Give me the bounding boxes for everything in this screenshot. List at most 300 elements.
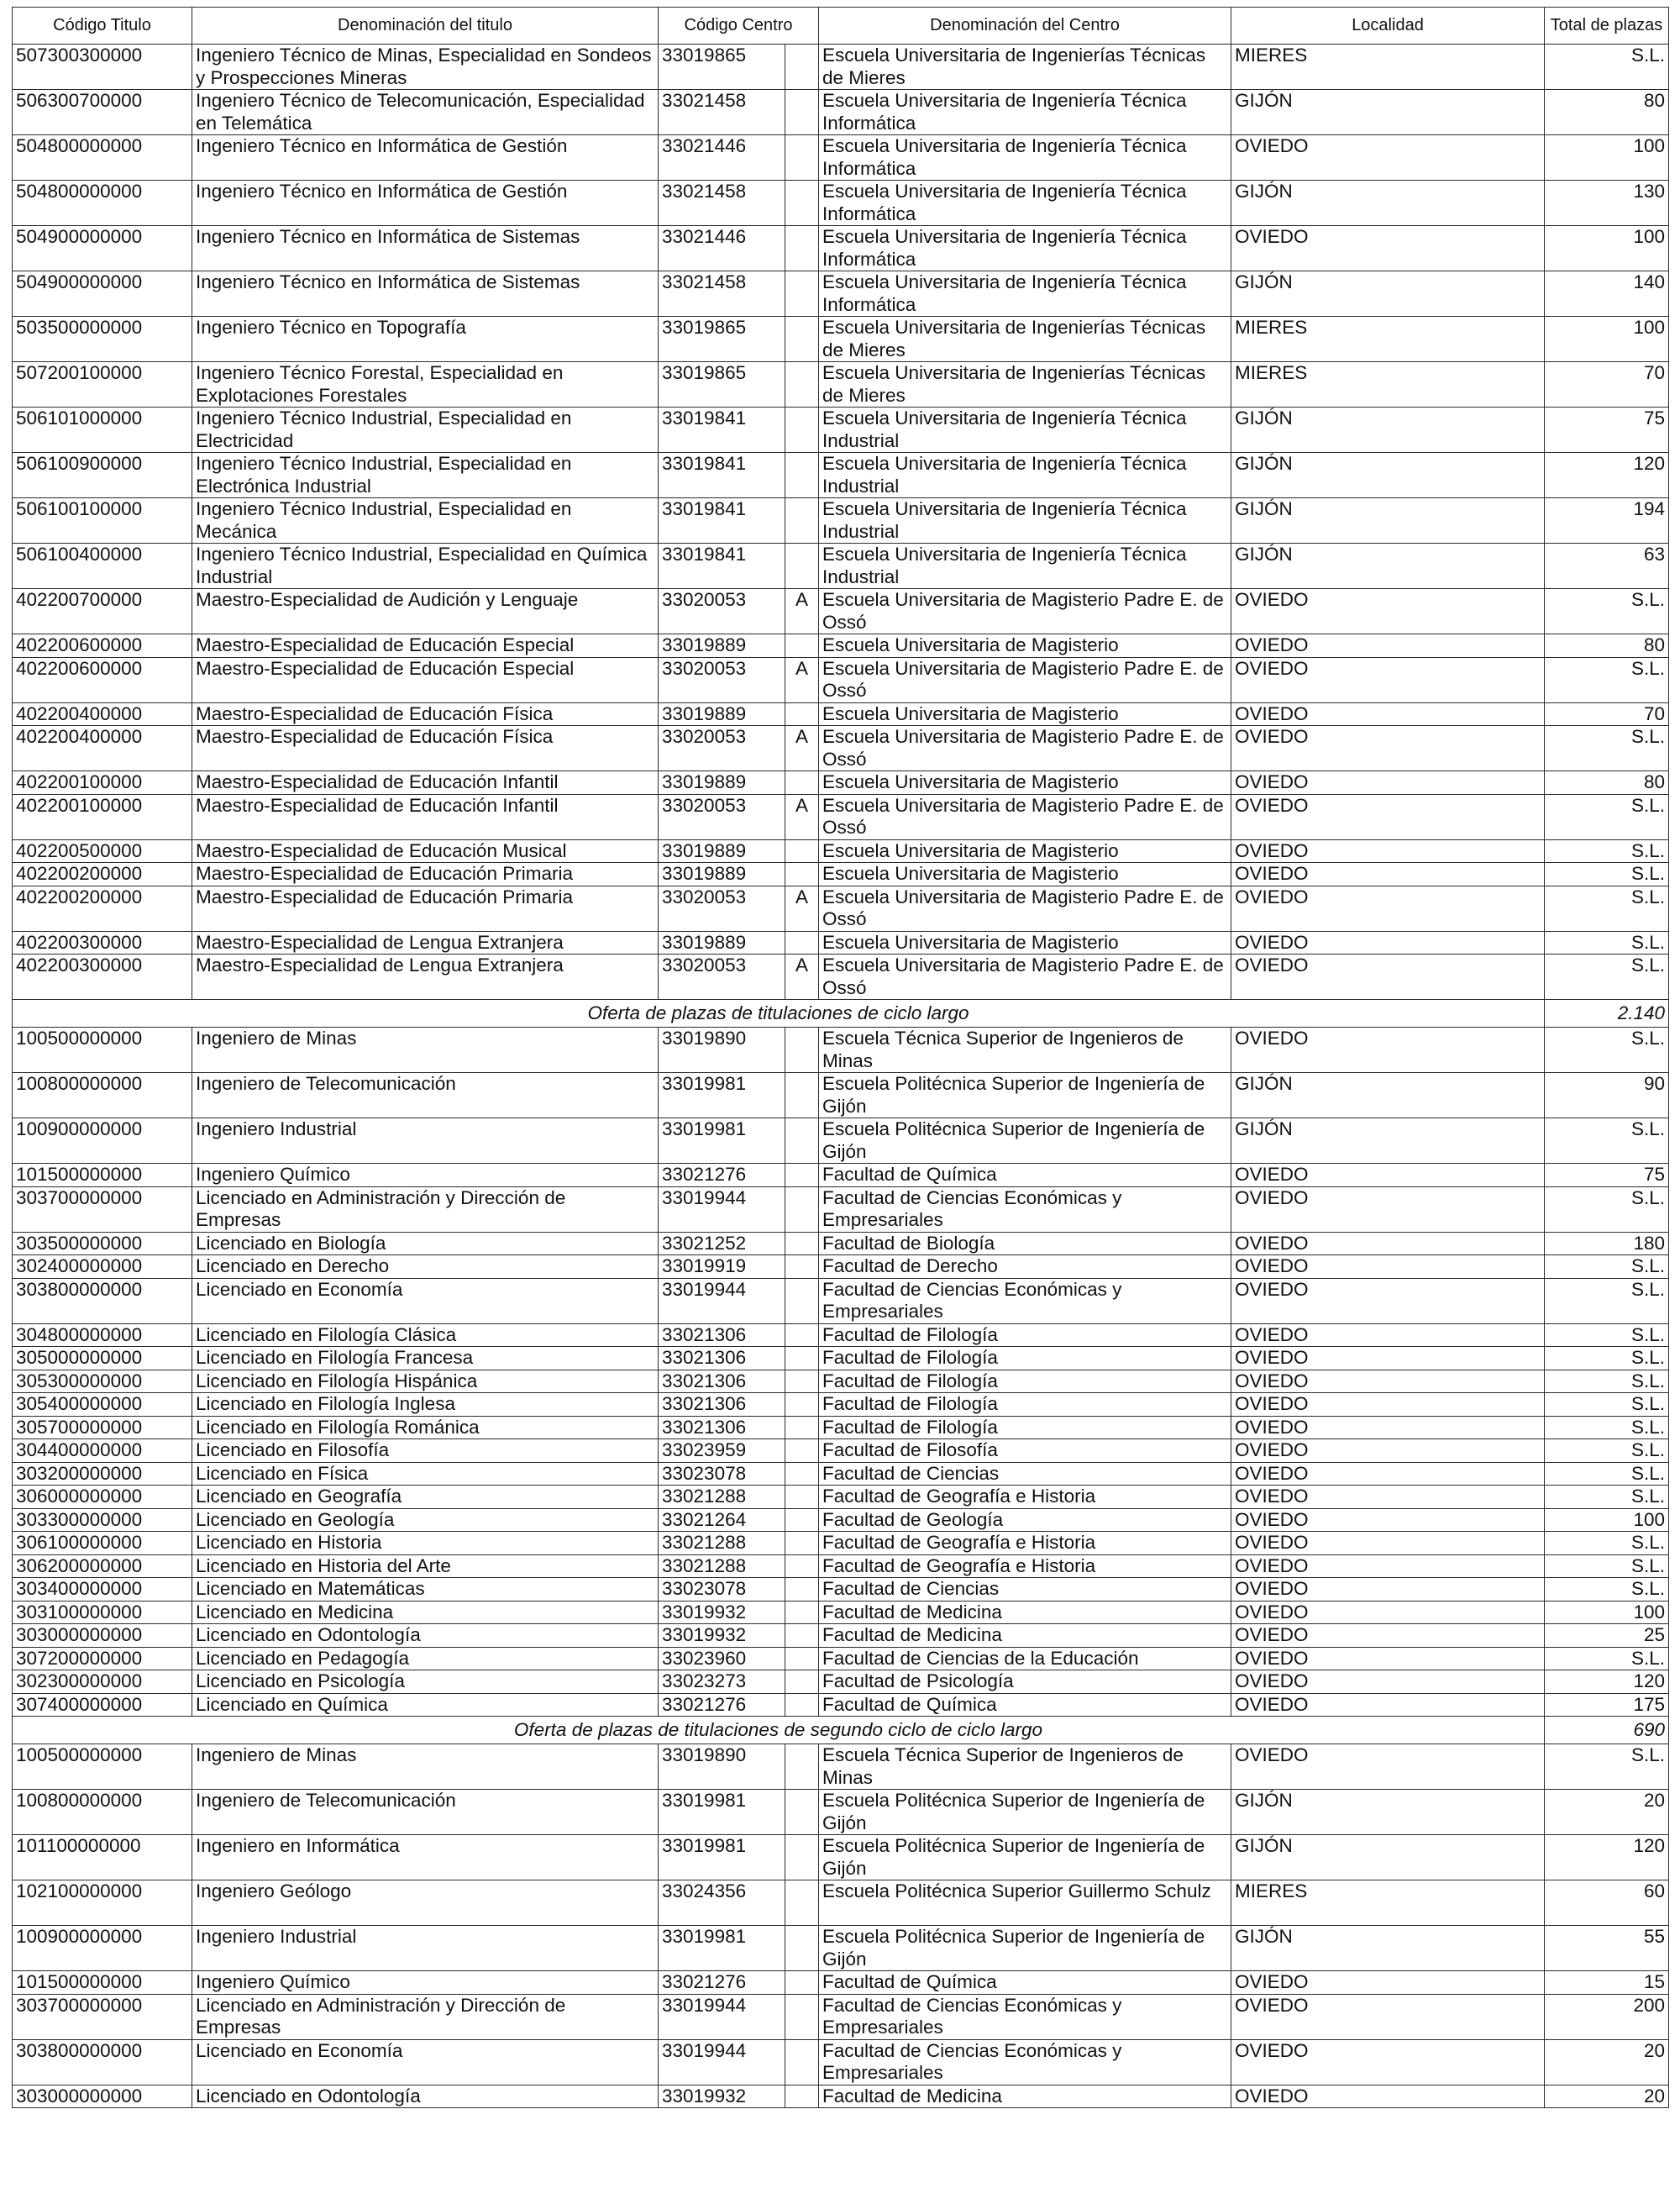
cell-centro-marca xyxy=(785,1880,819,1926)
cell-codigo-centro: 33021276 xyxy=(659,1971,785,1995)
cell-total-plazas: S.L. xyxy=(1545,1554,1669,1578)
table-row xyxy=(13,1554,1669,1578)
cell-total-plazas: 120 xyxy=(1545,1670,1669,1694)
cell-total-plazas: 120 xyxy=(1545,1835,1669,1880)
cell-denominacion-centro: Facultad de Geografía e Historia xyxy=(819,1486,1231,1509)
cell-centro-marca xyxy=(785,1647,819,1670)
cell-denominacion-centro: Escuela Universitaria de Ingeniería Técnica Informática xyxy=(819,135,1231,181)
cell-centro-marca: A xyxy=(785,657,819,702)
cell-codigo-centro: 33020053 xyxy=(659,955,785,1000)
cell-denominacion-centro: Escuela Universitaria de Magisterio Padre E. de Ossó xyxy=(819,657,1231,702)
cell-total-plazas: S.L. xyxy=(1545,1393,1669,1417)
cell-localidad: OVIEDO xyxy=(1231,1323,1545,1347)
cell-total-plazas: S.L. xyxy=(1545,955,1669,1000)
cell-codigo-titulo: 303800000000 xyxy=(13,2039,192,2085)
cell-centro-marca xyxy=(785,1926,819,1971)
table-row xyxy=(13,1532,1669,1555)
cell-codigo-titulo: 506100400000 xyxy=(13,544,192,589)
cell-codigo-titulo: 303400000000 xyxy=(13,1578,192,1602)
table-row xyxy=(13,657,1669,702)
cell-denominacion-centro: Facultad de Química xyxy=(819,1693,1231,1717)
cell-codigo-centro: 33019981 xyxy=(659,1790,785,1835)
cell-total-plazas: S.L. xyxy=(1545,886,1669,931)
cell-localidad: OVIEDO xyxy=(1231,1186,1545,1232)
cell-codigo-centro: 33019932 xyxy=(659,2085,785,2108)
header-codigo-centro: Código Centro xyxy=(659,8,819,45)
cell-denominacion-titulo: Licenciado en Filosofía xyxy=(192,1439,659,1463)
cell-total-plazas: S.L. xyxy=(1545,931,1669,955)
cell-localidad: GIJÓN xyxy=(1231,181,1545,226)
cell-centro-marca: A xyxy=(785,886,819,931)
table-row xyxy=(13,1508,1669,1532)
cell-codigo-centro: 33019889 xyxy=(659,931,785,955)
cell-codigo-centro: 33019865 xyxy=(659,362,785,408)
cell-codigo-centro: 33019944 xyxy=(659,1186,785,1232)
cell-codigo-titulo: 402200700000 xyxy=(13,589,192,634)
cell-codigo-centro: 33021252 xyxy=(659,1232,785,1255)
cell-centro-marca xyxy=(785,634,819,658)
cell-denominacion-titulo: Licenciado en Historia del Arte xyxy=(192,1554,659,1578)
table-row xyxy=(13,1073,1669,1118)
cell-codigo-centro: 33021306 xyxy=(659,1393,785,1417)
cell-centro-marca xyxy=(785,2085,819,2108)
cell-codigo-titulo: 100900000000 xyxy=(13,1118,192,1164)
table-row xyxy=(13,1186,1669,1232)
cell-centro-marca xyxy=(785,1624,819,1648)
cell-centro-marca xyxy=(785,1835,819,1880)
cell-denominacion-titulo: Maestro-Especialidad de Educación Infantil xyxy=(192,771,659,795)
cell-codigo-titulo: 100800000000 xyxy=(13,1073,192,1118)
cell-codigo-centro: 33020053 xyxy=(659,886,785,931)
cell-centro-marca xyxy=(785,498,819,544)
cell-denominacion-titulo: Licenciado en Administración y Dirección de Empresas xyxy=(192,1186,659,1232)
table-row xyxy=(13,589,1669,634)
cell-localidad: MIERES xyxy=(1231,362,1545,408)
cell-denominacion-centro: Facultad de Geología xyxy=(819,1508,1231,1532)
cell-total-plazas: 70 xyxy=(1545,362,1669,408)
cell-denominacion-titulo: Maestro-Especialidad de Lengua Extranjera xyxy=(192,955,659,1000)
table-row xyxy=(13,1164,1669,1187)
cell-codigo-centro: 33019890 xyxy=(659,1028,785,1073)
cell-denominacion-titulo: Ingeniero Técnico de Telecomunicación, Especialidad en Telemática xyxy=(192,90,659,135)
cell-codigo-titulo: 402200400000 xyxy=(13,702,192,726)
cell-total-plazas: 140 xyxy=(1545,271,1669,317)
cell-localidad: OVIEDO xyxy=(1231,1601,1545,1624)
cell-denominacion-titulo: Licenciado en Filología Inglesa xyxy=(192,1393,659,1417)
cell-localidad: OVIEDO xyxy=(1231,1486,1545,1509)
table-row xyxy=(13,226,1669,271)
cell-total-plazas: S.L. xyxy=(1545,1532,1669,1555)
table-row xyxy=(13,2039,1669,2085)
cell-centro-marca xyxy=(785,1439,819,1463)
cell-denominacion-centro: Escuela Universitaria de Magisterio xyxy=(819,771,1231,795)
cell-localidad: OVIEDO xyxy=(1231,634,1545,658)
cell-localidad: GIJÓN xyxy=(1231,90,1545,135)
cell-denominacion-titulo: Licenciado en Medicina xyxy=(192,1601,659,1624)
table-row xyxy=(13,45,1669,90)
cell-codigo-titulo: 303000000000 xyxy=(13,2085,192,2108)
cell-codigo-titulo: 303000000000 xyxy=(13,1624,192,1648)
cell-localidad: GIJÓN xyxy=(1231,498,1545,544)
table-row xyxy=(13,794,1669,839)
cell-denominacion-titulo: Licenciado en Derecho xyxy=(192,1255,659,1279)
cell-localidad: GIJÓN xyxy=(1231,544,1545,589)
cell-centro-marca xyxy=(785,1073,819,1118)
cell-localidad: OVIEDO xyxy=(1231,1744,1545,1790)
cell-denominacion-centro: Facultad de Medicina xyxy=(819,1601,1231,1624)
cell-total-plazas: 120 xyxy=(1545,453,1669,498)
cell-denominacion-centro: Facultad de Filología xyxy=(819,1347,1231,1370)
cell-denominacion-centro: Facultad de Geografía e Historia xyxy=(819,1554,1231,1578)
cell-centro-marca xyxy=(785,1670,819,1694)
cell-denominacion-titulo: Licenciado en Pedagogía xyxy=(192,1647,659,1670)
cell-total-plazas: S.L. xyxy=(1545,794,1669,839)
cell-codigo-centro: 33019981 xyxy=(659,1926,785,1971)
section-total: 2.140 xyxy=(1545,1000,1669,1028)
cell-denominacion-centro: Escuela Politécnica Superior de Ingeniería de Gijón xyxy=(819,1835,1231,1880)
table-row xyxy=(13,498,1669,544)
cell-codigo-titulo: 302300000000 xyxy=(13,1670,192,1694)
cell-codigo-centro: 33019865 xyxy=(659,317,785,362)
cell-codigo-centro: 33021306 xyxy=(659,1323,785,1347)
cell-codigo-titulo: 402200200000 xyxy=(13,863,192,886)
cell-codigo-titulo: 303700000000 xyxy=(13,1994,192,2039)
plazas-table xyxy=(12,7,1669,2108)
cell-denominacion-centro: Escuela Universitaria de Ingeniería Técnica Informática xyxy=(819,181,1231,226)
cell-codigo-titulo: 506100900000 xyxy=(13,453,192,498)
cell-denominacion-titulo: Maestro-Especialidad de Educación Primaria xyxy=(192,863,659,886)
table-row xyxy=(13,1880,1669,1926)
table-row xyxy=(13,955,1669,1000)
cell-denominacion-titulo: Ingeniero Técnico en Topografía xyxy=(192,317,659,362)
cell-denominacion-titulo: Maestro-Especialidad de Educación Especial xyxy=(192,634,659,658)
table-row xyxy=(13,634,1669,658)
cell-centro-marca xyxy=(785,181,819,226)
cell-codigo-titulo: 507300300000 xyxy=(13,45,192,90)
table-row xyxy=(13,453,1669,498)
cell-total-plazas: S.L. xyxy=(1545,1647,1669,1670)
cell-centro-marca xyxy=(785,453,819,498)
cell-localidad: OVIEDO xyxy=(1231,955,1545,1000)
cell-denominacion-centro: Escuela Universitaria de Magisterio Padre E. de Ossó xyxy=(819,589,1231,634)
cell-denominacion-titulo: Licenciado en Filología Francesa xyxy=(192,1347,659,1370)
cell-codigo-titulo: 402200100000 xyxy=(13,794,192,839)
cell-centro-marca xyxy=(785,839,819,863)
cell-denominacion-centro: Facultad de Ciencias Económicas y Empresariales xyxy=(819,1186,1231,1232)
table-row xyxy=(13,931,1669,955)
cell-codigo-titulo: 402200600000 xyxy=(13,634,192,658)
cell-codigo-titulo: 506100100000 xyxy=(13,498,192,544)
cell-denominacion-titulo: Ingeniero Técnico Industrial, Especialidad en Química Industrial xyxy=(192,544,659,589)
cell-localidad: OVIEDO xyxy=(1231,2085,1545,2108)
cell-centro-marca xyxy=(785,931,819,955)
cell-denominacion-centro: Escuela Universitaria de Magisterio Padre E. de Ossó xyxy=(819,955,1231,1000)
cell-denominacion-titulo: Licenciado en Odontología xyxy=(192,1624,659,1648)
cell-localidad: OVIEDO xyxy=(1231,1578,1545,1602)
cell-denominacion-titulo: Licenciado en Filología Románica xyxy=(192,1416,659,1439)
cell-centro-marca xyxy=(785,1693,819,1717)
cell-centro-marca xyxy=(785,271,819,317)
cell-denominacion-titulo: Licenciado en Odontología xyxy=(192,2085,659,2108)
table-row xyxy=(13,702,1669,726)
cell-codigo-titulo: 100500000000 xyxy=(13,1744,192,1790)
cell-codigo-titulo: 306100000000 xyxy=(13,1532,192,1555)
cell-codigo-titulo: 100500000000 xyxy=(13,1028,192,1073)
cell-denominacion-centro: Facultad de Ciencias xyxy=(819,1462,1231,1486)
cell-denominacion-centro: Facultad de Química xyxy=(819,1971,1231,1995)
cell-localidad: OVIEDO xyxy=(1231,1971,1545,1995)
cell-localidad: OVIEDO xyxy=(1231,1164,1545,1187)
cell-centro-marca xyxy=(785,771,819,795)
table-row xyxy=(13,90,1669,135)
section-row xyxy=(13,1000,1669,1028)
cell-localidad: OVIEDO xyxy=(1231,2039,1545,2085)
cell-codigo-titulo: 305300000000 xyxy=(13,1370,192,1393)
cell-total-plazas: S.L. xyxy=(1545,1486,1669,1509)
cell-total-plazas: S.L. xyxy=(1545,839,1669,863)
cell-codigo-centro: 33019944 xyxy=(659,1994,785,2039)
cell-total-plazas: 80 xyxy=(1545,634,1669,658)
cell-total-plazas: 75 xyxy=(1545,1164,1669,1187)
cell-localidad: OVIEDO xyxy=(1231,1554,1545,1578)
cell-codigo-centro: 33020053 xyxy=(659,726,785,771)
cell-denominacion-titulo: Ingeniero Geólogo xyxy=(192,1880,659,1926)
cell-localidad: OVIEDO xyxy=(1231,1508,1545,1532)
cell-localidad: OVIEDO xyxy=(1231,1693,1545,1717)
cell-total-plazas: S.L. xyxy=(1545,589,1669,634)
cell-denominacion-titulo: Licenciado en Geología xyxy=(192,1508,659,1532)
cell-denominacion-centro: Escuela Politécnica Superior de Ingeniería de Gijón xyxy=(819,1118,1231,1164)
cell-denominacion-titulo: Ingeniero Técnico Industrial, Especialidad en Electrónica Industrial xyxy=(192,453,659,498)
cell-total-plazas: 200 xyxy=(1545,1994,1669,2039)
cell-total-plazas: 55 xyxy=(1545,1926,1669,1971)
cell-denominacion-centro: Escuela Técnica Superior de Ingenieros de Minas xyxy=(819,1744,1231,1790)
cell-denominacion-centro: Facultad de Ciencias Económicas y Empresariales xyxy=(819,1994,1231,2039)
table-row xyxy=(13,181,1669,226)
cell-total-plazas: 80 xyxy=(1545,90,1669,135)
cell-centro-marca xyxy=(785,1508,819,1532)
cell-codigo-centro: 33020053 xyxy=(659,657,785,702)
cell-codigo-centro: 33019981 xyxy=(659,1835,785,1880)
cell-centro-marca xyxy=(785,1578,819,1602)
cell-centro-marca xyxy=(785,1486,819,1509)
cell-codigo-titulo: 506101000000 xyxy=(13,408,192,453)
table-row xyxy=(13,1926,1669,1971)
cell-codigo-titulo: 305400000000 xyxy=(13,1393,192,1417)
cell-codigo-titulo: 101500000000 xyxy=(13,1164,192,1187)
table-row xyxy=(13,2085,1669,2108)
cell-localidad: OVIEDO xyxy=(1231,1624,1545,1648)
cell-centro-marca xyxy=(785,1323,819,1347)
cell-centro-marca xyxy=(785,1347,819,1370)
cell-codigo-centro: 33019944 xyxy=(659,2039,785,2085)
cell-localidad: OVIEDO xyxy=(1231,135,1545,181)
cell-codigo-centro: 33023273 xyxy=(659,1670,785,1694)
cell-centro-marca xyxy=(785,1164,819,1187)
cell-denominacion-centro: Facultad de Filosofía xyxy=(819,1439,1231,1463)
cell-denominacion-centro: Escuela Universitaria de Magisterio Padre E. de Ossó xyxy=(819,886,1231,931)
cell-centro-marca xyxy=(785,2039,819,2085)
header-codigo-titulo: Código Titulo xyxy=(13,8,192,45)
cell-codigo-centro: 33019865 xyxy=(659,45,785,90)
cell-codigo-titulo: 304800000000 xyxy=(13,1323,192,1347)
cell-total-plazas: S.L. xyxy=(1545,1186,1669,1232)
cell-denominacion-centro: Escuela Universitaria de Ingeniería Técnica Industrial xyxy=(819,453,1231,498)
cell-codigo-titulo: 402200200000 xyxy=(13,886,192,931)
cell-localidad: OVIEDO xyxy=(1231,931,1545,955)
header-total-plazas: Total de plazas xyxy=(1545,8,1669,45)
cell-total-plazas: 100 xyxy=(1545,1601,1669,1624)
table-row xyxy=(13,1393,1669,1417)
cell-denominacion-centro: Escuela Universitaria de Ingeniería Técnica Informática xyxy=(819,271,1231,317)
cell-denominacion-centro: Escuela Universitaria de Magisterio xyxy=(819,702,1231,726)
cell-denominacion-centro: Escuela Universitaria de Ingenierías Técnicas de Mieres xyxy=(819,45,1231,90)
cell-denominacion-titulo: Maestro-Especialidad de Educación Primaria xyxy=(192,886,659,931)
header-denominacion-titulo: Denominación del titulo xyxy=(192,8,659,45)
table-row xyxy=(13,1744,1669,1790)
cell-localidad: OVIEDO xyxy=(1231,794,1545,839)
cell-centro-marca xyxy=(785,1601,819,1624)
cell-total-plazas: S.L. xyxy=(1545,1744,1669,1790)
cell-codigo-titulo: 100900000000 xyxy=(13,1926,192,1971)
cell-centro-marca xyxy=(785,408,819,453)
cell-denominacion-centro: Escuela Politécnica Superior de Ingeniería de Gijón xyxy=(819,1926,1231,1971)
table-row xyxy=(13,1416,1669,1439)
cell-centro-marca xyxy=(785,1994,819,2039)
cell-total-plazas: 15 xyxy=(1545,1971,1669,1995)
cell-denominacion-centro: Escuela Politécnica Superior de Ingeniería de Gijón xyxy=(819,1073,1231,1118)
cell-codigo-centro: 33021458 xyxy=(659,90,785,135)
cell-codigo-titulo: 402200600000 xyxy=(13,657,192,702)
cell-localidad: MIERES xyxy=(1231,1880,1545,1926)
cell-codigo-titulo: 302400000000 xyxy=(13,1255,192,1279)
cell-centro-marca xyxy=(785,1393,819,1417)
cell-denominacion-centro: Escuela Universitaria de Magisterio Padre E. de Ossó xyxy=(819,726,1231,771)
cell-total-plazas: S.L. xyxy=(1545,1118,1669,1164)
table-row xyxy=(13,1693,1669,1717)
cell-total-plazas: S.L. xyxy=(1545,1439,1669,1463)
cell-localidad: OVIEDO xyxy=(1231,1028,1545,1073)
cell-codigo-centro: 33019841 xyxy=(659,498,785,544)
cell-codigo-titulo: 304400000000 xyxy=(13,1439,192,1463)
cell-total-plazas: 194 xyxy=(1545,498,1669,544)
cell-codigo-centro: 33019889 xyxy=(659,863,785,886)
cell-localidad: GIJÓN xyxy=(1231,453,1545,498)
cell-codigo-centro: 33019841 xyxy=(659,408,785,453)
table-body xyxy=(13,45,1669,2108)
cell-denominacion-centro: Escuela Universitaria de Magisterio xyxy=(819,931,1231,955)
cell-centro-marca xyxy=(785,1370,819,1393)
table-row xyxy=(13,1601,1669,1624)
cell-denominacion-titulo: Ingeniero en Informática xyxy=(192,1835,659,1880)
cell-codigo-centro: 33019944 xyxy=(659,1278,785,1323)
cell-codigo-centro: 33021306 xyxy=(659,1370,785,1393)
cell-codigo-titulo: 504800000000 xyxy=(13,181,192,226)
cell-centro-marca xyxy=(785,1278,819,1323)
cell-denominacion-centro: Escuela Universitaria de Ingeniería Técnica Industrial xyxy=(819,408,1231,453)
table-row xyxy=(13,1624,1669,1648)
cell-codigo-centro: 33021276 xyxy=(659,1164,785,1187)
cell-localidad: OVIEDO xyxy=(1231,726,1545,771)
cell-denominacion-centro: Escuela Universitaria de Magisterio xyxy=(819,839,1231,863)
table-row xyxy=(13,1347,1669,1370)
cell-localidad: OVIEDO xyxy=(1231,863,1545,886)
cell-localidad: MIERES xyxy=(1231,317,1545,362)
table-row xyxy=(13,362,1669,408)
cell-localidad: OVIEDO xyxy=(1231,771,1545,795)
table-row xyxy=(13,1647,1669,1670)
cell-total-plazas: 100 xyxy=(1545,317,1669,362)
cell-codigo-titulo: 303200000000 xyxy=(13,1462,192,1486)
cell-total-plazas: S.L. xyxy=(1545,657,1669,702)
cell-total-plazas: 180 xyxy=(1545,1232,1669,1255)
cell-localidad: OVIEDO xyxy=(1231,226,1545,271)
cell-codigo-titulo: 504900000000 xyxy=(13,226,192,271)
cell-denominacion-centro: Facultad de Medicina xyxy=(819,1624,1231,1648)
cell-codigo-titulo: 402200300000 xyxy=(13,955,192,1000)
cell-denominacion-titulo: Maestro-Especialidad de Educación Infantil xyxy=(192,794,659,839)
cell-codigo-centro: 33024356 xyxy=(659,1880,785,1926)
table-row xyxy=(13,1118,1669,1164)
cell-total-plazas: 100 xyxy=(1545,226,1669,271)
cell-localidad: OVIEDO xyxy=(1231,1439,1545,1463)
cell-codigo-centro: 33021288 xyxy=(659,1554,785,1578)
cell-centro-marca: A xyxy=(785,589,819,634)
cell-localidad: GIJÓN xyxy=(1231,408,1545,453)
table-row xyxy=(13,1835,1669,1880)
table-row xyxy=(13,1971,1669,1995)
table-row xyxy=(13,1028,1669,1073)
cell-codigo-centro: 33019932 xyxy=(659,1624,785,1648)
cell-localidad: GIJÓN xyxy=(1231,1118,1545,1164)
cell-centro-marca xyxy=(785,544,819,589)
cell-denominacion-titulo: Licenciado en Administración y Dirección de Empresas xyxy=(192,1994,659,2039)
cell-codigo-centro: 33023078 xyxy=(659,1462,785,1486)
cell-localidad: GIJÓN xyxy=(1231,1073,1545,1118)
cell-centro-marca xyxy=(785,702,819,726)
cell-denominacion-titulo: Ingeniero Técnico Industrial, Especialidad en Mecánica xyxy=(192,498,659,544)
table-header xyxy=(13,8,1669,45)
cell-codigo-centro: 33019919 xyxy=(659,1255,785,1279)
cell-codigo-centro: 33021446 xyxy=(659,226,785,271)
cell-codigo-titulo: 307400000000 xyxy=(13,1693,192,1717)
cell-codigo-centro: 33023960 xyxy=(659,1647,785,1670)
cell-denominacion-titulo: Maestro-Especialidad de Educación Física xyxy=(192,702,659,726)
cell-denominacion-centro: Facultad de Filología xyxy=(819,1323,1231,1347)
cell-codigo-centro: 33023959 xyxy=(659,1439,785,1463)
table-row xyxy=(13,271,1669,317)
cell-denominacion-centro: Escuela Universitaria de Ingenierías Técnicas de Mieres xyxy=(819,362,1231,408)
cell-denominacion-titulo: Ingeniero Técnico en Informática de Sistemas xyxy=(192,271,659,317)
cell-denominacion-centro: Facultad de Filología xyxy=(819,1393,1231,1417)
cell-denominacion-titulo: Ingeniero Técnico Forestal, Especialidad en Explotaciones Forestales xyxy=(192,362,659,408)
cell-codigo-titulo: 402200500000 xyxy=(13,839,192,863)
cell-denominacion-centro: Facultad de Ciencias de la Educación xyxy=(819,1647,1231,1670)
cell-denominacion-titulo: Maestro-Especialidad de Educación Especial xyxy=(192,657,659,702)
cell-localidad: OVIEDO xyxy=(1231,1994,1545,2039)
cell-codigo-titulo: 102100000000 xyxy=(13,1880,192,1926)
cell-codigo-titulo: 402200300000 xyxy=(13,931,192,955)
cell-denominacion-centro: Facultad de Filología xyxy=(819,1370,1231,1393)
cell-localidad: MIERES xyxy=(1231,45,1545,90)
cell-denominacion-titulo: Maestro-Especialidad de Audición y Lenguaje xyxy=(192,589,659,634)
cell-codigo-centro: 33019889 xyxy=(659,634,785,658)
cell-total-plazas: 100 xyxy=(1545,135,1669,181)
table-row xyxy=(13,1994,1669,2039)
table-row xyxy=(13,408,1669,453)
cell-localidad: OVIEDO xyxy=(1231,657,1545,702)
cell-codigo-titulo: 506300700000 xyxy=(13,90,192,135)
